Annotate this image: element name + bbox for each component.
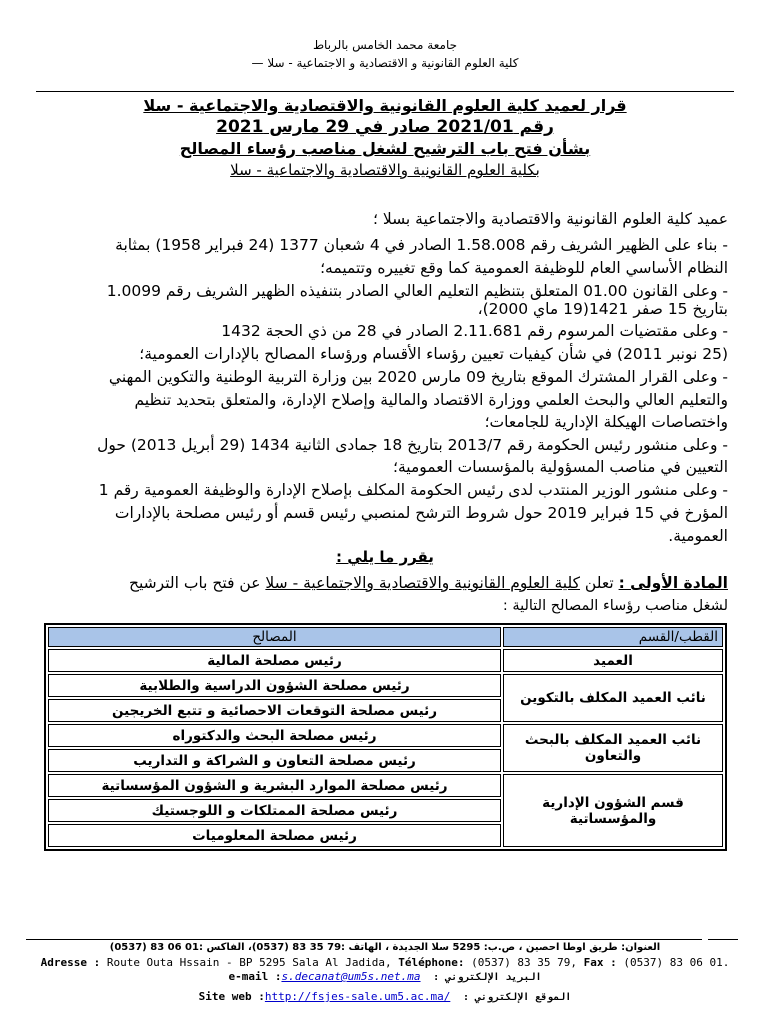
preamble-line: - وعلى منشور رئيس الحكومة رقم 2013/7 بتاريخ 18 جمادى الثانية 1434 (29 أبريل 2013) حول xyxy=(97,436,728,454)
article-1-text-end: عن فتح باب الترشيح xyxy=(129,574,266,592)
faculty-name: كلية العلوم القانونية و الاقتصادية و الاجتماعية - سلا — xyxy=(251,56,519,70)
header-rule xyxy=(36,91,734,92)
footer-address-ar: العنوان: طريق اوطا احصين ، ص.ب: 5295 سلا الجديدة ، الهاتف :79 35 83 (0537)، الفاكس :01 06 83 (0537) xyxy=(109,942,661,953)
site-link[interactable]: http://fsjes-sale.um5.ac.ma/ xyxy=(264,990,451,1003)
footer-email xyxy=(0,970,770,983)
pole-cell: العميد xyxy=(503,649,723,672)
pole-cell: نائب العميد المكلف بالتكوين xyxy=(503,674,723,722)
preamble-line: - وعلى القانون 01.00 المتعلق بتنظيم التعليم العالي الصادر بتنفيذه الظهير الشريف رقم 1.0099 xyxy=(106,282,728,300)
preamble-line: - وعلى مقتضيات المرسوم رقم 2.11.681 الصادر في 28 من ذي الحجة 1432 xyxy=(221,322,728,340)
article-1-faculty: كلية العلوم القانونية والاقتصادية والاجتماعية - سلا xyxy=(265,574,580,592)
table-row xyxy=(48,724,723,747)
pole-cell: قسم الشؤون الإدارية والمؤسساتية xyxy=(503,774,723,847)
pole-cell: نائب العميد المكلف بالبحث والتعاون xyxy=(503,724,723,772)
preamble-line: بتاريخ 15 صفر 1421(19 ماي 2000)، xyxy=(477,300,728,318)
footer-site xyxy=(0,990,770,1003)
preamble-line: - وعلى القرار المشترك الموقع بتاريخ 09 مارس 2020 بين وزارة التربية الوطنية والتكوين المهني xyxy=(108,368,728,386)
service-cell: رئيس مصلحة الشؤون الدراسية والطلابية xyxy=(48,674,501,697)
article-1 xyxy=(40,572,728,595)
email-label-ar: البريد الإلكتروني : xyxy=(433,972,542,983)
service-cell: رئيس مصلحة الممتلكات و اللوجستيك xyxy=(48,799,501,822)
address-label: Adresse : xyxy=(40,956,101,969)
site-label-ar: الموقع الإلكتروني : xyxy=(462,992,572,1003)
email-link[interactable]: s.decanat@um5s.net.ma xyxy=(281,970,421,983)
phone-text: (0537) 83 35 79, xyxy=(464,956,584,969)
header-services: المصالح xyxy=(48,627,501,647)
fax-text: (0537) 83 06 01. xyxy=(616,956,730,969)
university-name: جامعة محمد الخامس بالرباط xyxy=(312,38,458,52)
preamble-intro: عميد كلية العلوم القانونية والاقتصادية والاجتماعية بسلا ؛ xyxy=(372,210,728,228)
preamble-line: النظام الأساسي العام للوظيفة العمومية كما وقع تغييره وتتميمه؛ xyxy=(320,259,728,277)
table-row xyxy=(48,774,723,797)
article-1-text: تعلن xyxy=(579,574,619,592)
email-label: e-mail : xyxy=(228,970,282,983)
service-cell: رئيس مصلحة التعاون و الشراكة و التداريب xyxy=(48,749,501,772)
header-pole: القطب/القسم xyxy=(503,627,723,647)
table-header-row xyxy=(48,627,723,647)
preamble-line: - وعلى منشور الوزير المنتدب لدى رئيس الحكومة المكلف بإصلاح الإدارة والوظيفة العمومية رقم 1 xyxy=(98,481,728,499)
footer-address-fr xyxy=(0,956,770,969)
article-1-line2: لشغل مناصب رؤساء المصالح التالية : xyxy=(502,598,728,614)
decision-institution: بكلية العلوم القانونية والاقتصادية والاجتماعية - سلا xyxy=(230,161,540,179)
decision-subject: بشأن فتح باب الترشيح لشغل مناصب رؤساء المصالح xyxy=(179,139,591,158)
preamble-line: والتعليم العالي والبحث العلمي ووزارة الاقتصاد والمالية وإصلاح الإدارة، والمتعلق بتحديد تنظيم xyxy=(134,391,728,409)
table-row xyxy=(48,649,723,672)
fax-label: Fax : xyxy=(583,956,617,969)
preamble-line: المؤرخ في 15 فبراير 2019 حول شروط الترشح لمنصبي رئيس قسم أو رئيس مصلحة بالإدارات xyxy=(114,504,728,522)
preamble-line: - بناء على الظهير الشريف رقم 1.58.008 الصادر في 4 شعبان 1377 (24 فبراير 1958) بمثابة xyxy=(115,236,728,254)
preamble-line: التعيين في مناصب المسؤولية بالمؤسسات العمومية؛ xyxy=(393,458,728,476)
preamble-line: العمومية. xyxy=(668,527,728,545)
decision-number: رقم 2021/01 صادر في 29 مارس 2021 xyxy=(216,117,554,137)
article-1-label: المادة الأولى : xyxy=(618,574,728,592)
positions-table xyxy=(44,623,727,851)
preamble-line: واختصاصات الهيكلة الإدارية للجامعات؛ xyxy=(484,413,728,431)
service-cell: رئيس مصلحة المعلوميات xyxy=(48,824,501,847)
preamble-line: (25 نونبر 2011) في شأن كيفيات تعيين رؤساء الأقسام ورؤساء المصالح بالإدارات العمومية؛ xyxy=(139,345,728,363)
decision-title: قرار لعميد كلية العلوم القانونية والاقتصادية والاجتماعية - سلا xyxy=(143,96,627,115)
footer-rule-short xyxy=(708,939,738,940)
address-text: Route Outa Hssain - BP 5295 Sala Al Jadida, xyxy=(100,956,399,969)
footer-rule xyxy=(26,939,702,940)
phone-label: Téléphone: xyxy=(398,956,465,969)
service-cell: رئيس مصلحة التوقعات الاحصائية و تتبع الخريجين xyxy=(48,699,501,722)
table-row xyxy=(48,674,723,697)
service-cell: رئيس مصلحة المالية xyxy=(48,649,501,672)
site-label: Site web : xyxy=(198,990,265,1003)
decision-heading: يقرر ما يلي : xyxy=(336,548,434,566)
service-cell: رئيس مصلحة البحث والدكتوراه xyxy=(48,724,501,747)
service-cell: رئيس مصلحة الموارد البشرية و الشؤون المؤسساتية xyxy=(48,774,501,797)
